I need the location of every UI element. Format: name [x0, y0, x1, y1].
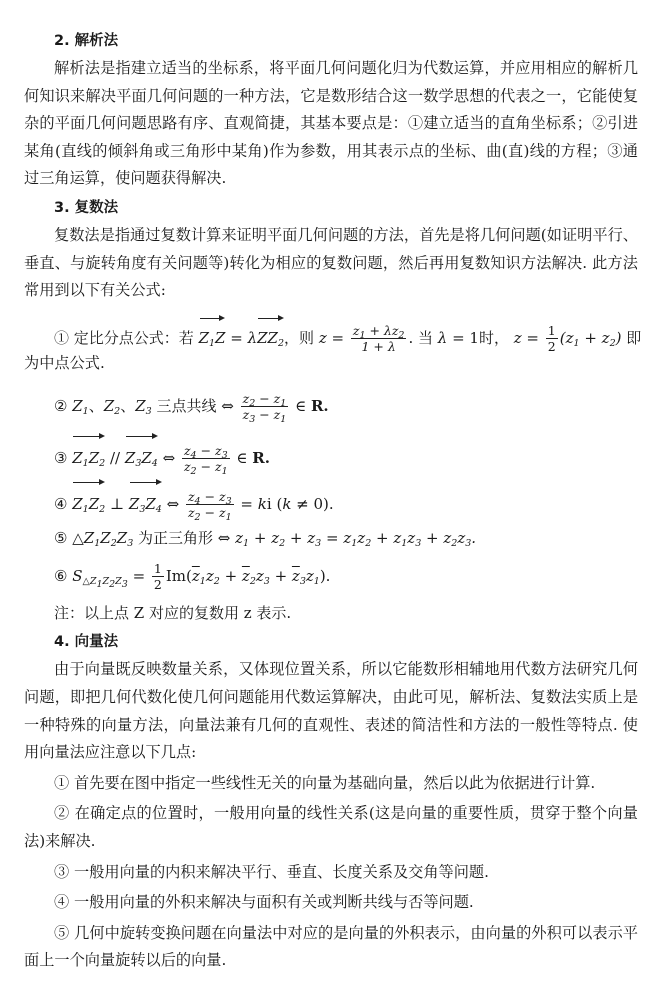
paragraph-analytic: 解析法是指建立适当的坐标系，将平面几何问题化归为代数运算，并应用相应的解析几何知识来解决平面几何问题的一种方法，它是数形结合这一数学思想的代表之一，它能使复杂的平面几何问题思路有序、直观简捷，其基本要点是：①建立适当的直角坐标系；②引进某角(直线的倾斜角或三角形中某角)作为参数，用其表示点的坐标、曲(直)线的方程；③通过三角运算，使问题获得解决. [24, 59, 638, 188]
note-complex: 注：以上点 Z 对应的复数用 z 表示. [54, 603, 292, 622]
section-heading-analytic: 2. 解析法 [54, 33, 119, 49]
formula-area: ⑥ $S_{\triangle Z_1Z_2Z_3}$ = $\frac{1}{2}$ $Im(\overline{z}_1z_2 + \overline{z}_2z_3 + \overline{z}_3z_1)$. [54, 561, 331, 593]
formula-division-point: ① 定比分点公式：若 $Z_1Z = \lambda ZZ_2$，则 z = $\frac{z_1 + \lambda z_2}{1 + \lambda}$ . 当 λ = 1时， z = $\frac{1}{2}$ $(z_1 + z_2)$ 即 [24, 314, 638, 350]
paragraph-complex: 复数法是指通过复数计算来证明平面几何问题的方法，首先是将几何问题(如证明平行、垂直、与旋转角度有关问题等)转化为相应的复数问题，然后再用复数知识方法解决. 此方法常用到以下有关公式: [24, 225, 638, 300]
list-item: ③ 一般用向量的内积来解决平行、垂直、长度关系及交角等问题. [54, 862, 489, 881]
formula-parallel: ③ $Z_1Z_2 // Z_3Z_4$ ⇔ $\frac{z_4 - z_3}{z_2 - z_1}$ ∈ R. [24, 432, 638, 472]
list-item: ② 在确定点的位置时，一般用向量的线性关系(这是向量的重要性质，贯穿于整个向量法)来解决. [24, 804, 638, 850]
list-item: ④ 一般用向量的外积来解决与面积有关或判断共线与否等问题. [54, 893, 474, 912]
section-heading-complex: 3. 复数法 [54, 199, 119, 216]
list-item: ⑤ 几何中旋转变换问题在向量法中对应的是向量的外积表示，由向量的外积可以表示平面上一个向量旋转以后的向量. [24, 923, 638, 970]
page-content [24, 28, 642, 975]
section-heading-vector: 4. 向量法 [54, 634, 119, 651]
formula-collinear: ② $Z_1$、$Z_2$、$Z_3$ 三点共线 ⇔ $\frac{z_2 - z_1}{z_3 - z_1}$ ∈ R. [54, 391, 329, 426]
formula-equilateral: ⑤ $\triangle Z_1Z_2Z_3$ 为正三角形 ⇔ $z_1 + z_2 + z_3 = z_1z_2 + z_1z_3 + z_2z_3$. [54, 528, 477, 549]
list-item: ① 首先要在图中指定一些线性无关的向量为基础向量，然后以此为依据进行计算. [54, 773, 596, 792]
formula-perpendicular: ④ $Z_1Z_2$ ⊥ $Z_3Z_4$ ⇔ $\frac{z_4 - z_3}{z_2 - z_1}$ = ki (k ≠ 0). [24, 478, 638, 518]
formula-division-point-cont: 为中点公式. [24, 353, 105, 372]
paragraph-vector: 由于向量既反映数量关系，又体现位置关系，所以它能数形相辅地用代数方法研究几何问题，即把几何代数化使几何问题能用代数运算解决，由此可见，解析法、复数法实质上是一种特殊的向量方法，向量法兼有几何的直观性、表述的简洁性和方法的一般性等特点. 使用向量法应注意以下几点: [24, 660, 638, 762]
